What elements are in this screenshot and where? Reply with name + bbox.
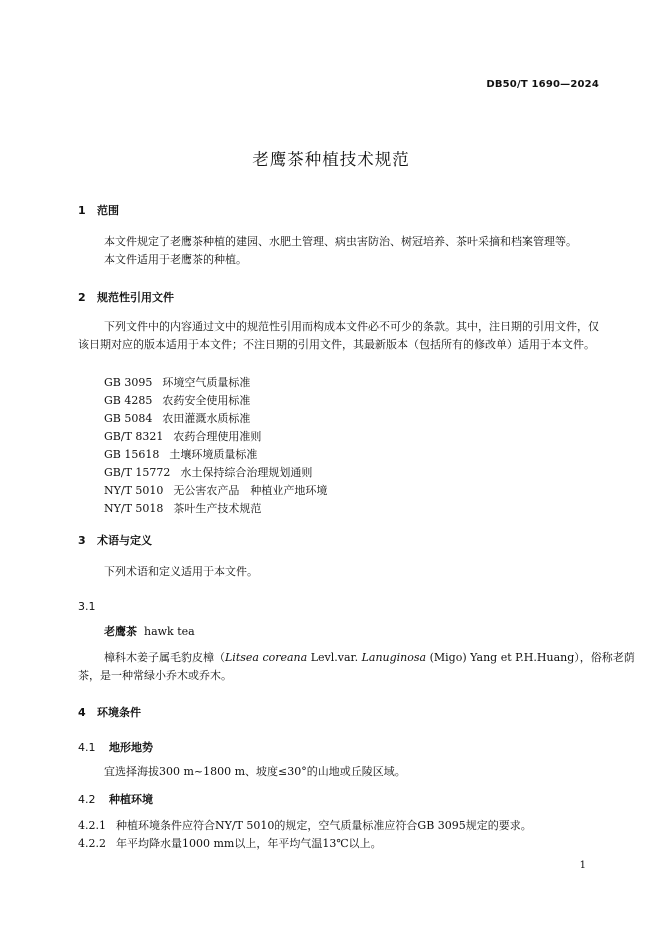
subsection-4-1-heading (78, 739, 153, 755)
subsection-4-2-heading (78, 791, 153, 807)
reference-item (104, 392, 250, 408)
clause-text: 种植环境条件应符合NY/T 5010的规定，空气质量标准应符合GB 3095规定的要求。 (116, 819, 532, 832)
reference-title: 水土保持综合治理规划通则 (180, 466, 313, 479)
page-number: 1 (579, 860, 586, 871)
references-intro: 下列文件中的内容通过文中的规范性引用而构成本文件必不可少的条款。其中，注日期的引用文件，仅该日期对应的版本适用于本文件；不注日期的引用文件，其最新版本（包括所有的修改单）适用于本文件。 (78, 320, 599, 351)
term-definition-line-2: 茶，是一种常绿小乔木或乔木。 (78, 669, 232, 682)
term-definition-line-1 (104, 652, 635, 663)
section-2-heading (78, 289, 174, 305)
section-number: 3 (78, 534, 86, 547)
reference-code: GB 15618 (104, 448, 160, 461)
section-title: 术语与定义 (97, 534, 152, 547)
reference-code: NY/T 5018 (104, 502, 164, 515)
scope-paragraph-2: 本文件适用于老鹰茶的种植。 (104, 253, 247, 266)
term-name-chinese: 老鹰茶 (104, 625, 137, 638)
definition-text: (Migo) Yang et P.H.Huang），俗称老荫 (426, 651, 635, 664)
clause-4-2-1 (78, 817, 532, 833)
reference-title: 农田灌溉水质标准 (162, 412, 251, 425)
section-4-heading (78, 704, 141, 720)
clause-number: 4.2.2 (78, 837, 106, 850)
reference-item (104, 500, 261, 516)
document-title: 老鹰茶种植技术规范 (252, 150, 410, 169)
section-number: 4 (78, 706, 86, 719)
clause-4-2-2 (78, 835, 382, 851)
latin-name: Litsea coreana (225, 651, 308, 664)
reference-code: NY/T 5010 (104, 484, 164, 497)
reference-title: 环境空气质量标准 (162, 376, 251, 389)
reference-code: GB 5084 (104, 412, 153, 425)
definition-text: Levl.var. (307, 651, 362, 664)
document-number: DB50/T 1690—2024 (486, 79, 599, 90)
reference-title: 农药安全使用标准 (162, 394, 251, 407)
section-3-heading (78, 532, 152, 548)
term-number: 3.1 (78, 600, 96, 613)
section-number: 2 (78, 291, 86, 304)
latin-name: Lanuginosa (361, 651, 427, 664)
section-title: 规范性引用文件 (97, 291, 174, 304)
reference-item (104, 428, 261, 444)
reference-item (104, 464, 312, 480)
section-title: 范围 (97, 204, 119, 217)
section-1-heading (78, 202, 119, 218)
reference-title: 土壤环境质量标准 (169, 448, 258, 461)
term-name-english: hawk tea (144, 625, 195, 638)
section-number: 1 (78, 204, 86, 217)
terms-intro: 下列术语和定义适用于本文件。 (104, 565, 258, 578)
scope-paragraph-1: 本文件规定了老鹰茶种植的建园、水肥土管理、病虫害防治、树冠培养、茶叶采摘和档案管理等。 (104, 235, 577, 248)
reference-item (104, 482, 327, 498)
definition-text: 樟科木姜子属毛豹皮樟（ (104, 651, 225, 664)
clause-number: 4.2.1 (78, 819, 106, 832)
subsection-title: 种植环境 (109, 793, 153, 806)
clause-text: 年平均降水量1000 mm以上，年平均气温13℃以上。 (116, 837, 382, 850)
reference-item (104, 446, 257, 462)
reference-code: GB/T 15772 (104, 466, 171, 479)
reference-title: 无公害农产品 种植业产地环境 (173, 484, 328, 497)
reference-code: GB 4285 (104, 394, 153, 407)
subsection-title: 地形地势 (109, 741, 153, 754)
terrain-paragraph: 宜选择海拔300 m~1800 m、坡度≤30°的山地或丘陵区域。 (104, 765, 406, 778)
subsection-number: 4.1 (78, 741, 96, 754)
reference-item (104, 410, 250, 426)
reference-item (104, 374, 250, 390)
reference-code: GB 3095 (104, 376, 153, 389)
subsection-number: 4.2 (78, 793, 96, 806)
reference-title: 农药合理使用准则 (173, 430, 262, 443)
section-title: 环境条件 (97, 706, 141, 719)
term-entry (104, 626, 195, 637)
reference-title: 茶叶生产技术规范 (173, 502, 262, 515)
reference-code: GB/T 8321 (104, 430, 164, 443)
